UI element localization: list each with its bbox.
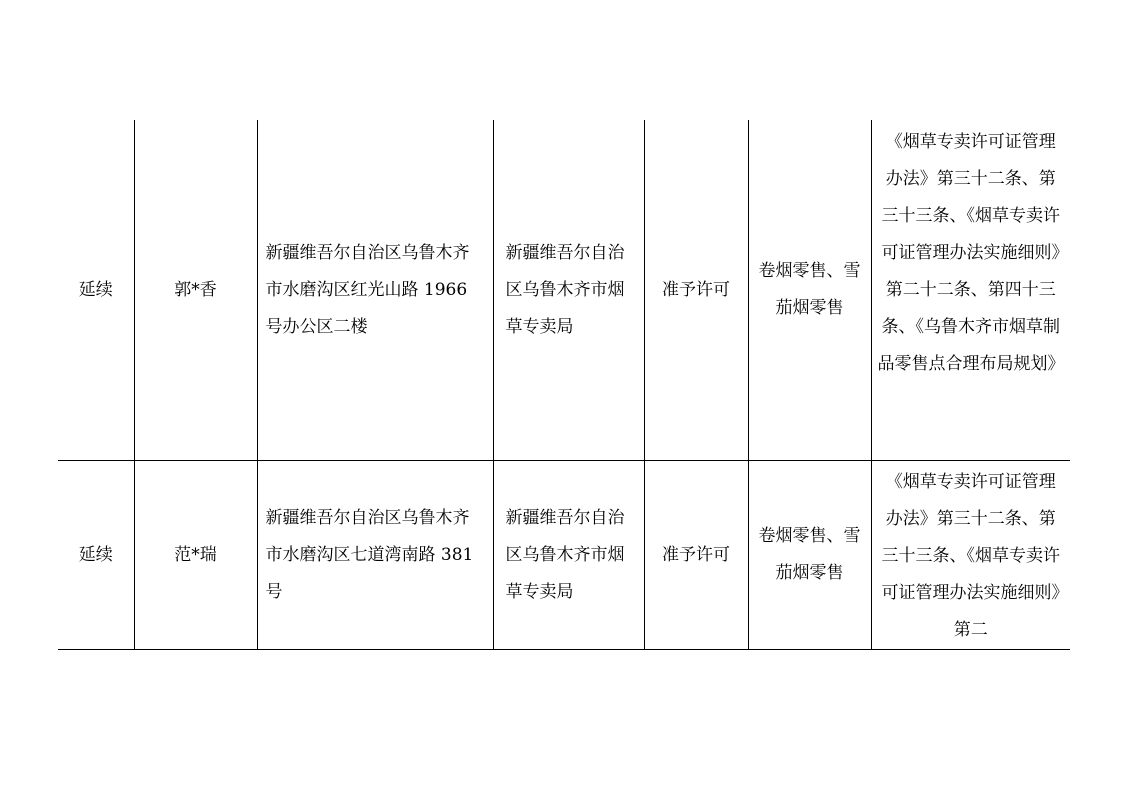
holder-name: 范*瑞: [174, 544, 217, 565]
decision-result: 准予许可: [662, 544, 730, 565]
business-scope: 卷烟零售、雪茄烟零售: [758, 526, 861, 583]
scope-cell: [748, 120, 871, 461]
license-type: 延续: [78, 279, 113, 300]
authority-cell: [493, 461, 644, 650]
issuing-authority: 新疆维吾尔自治区乌鲁木齐市烟草专卖局: [505, 242, 625, 337]
business-scope: 卷烟零售、雪茄烟零售: [758, 261, 861, 318]
license-table: [58, 120, 1070, 650]
legal-basis-cell: [871, 120, 1070, 461]
table-row: [58, 461, 1070, 650]
license-type: 延续: [78, 544, 113, 565]
holder-name: 郭*香: [174, 279, 217, 300]
holder-name-cell: [134, 120, 257, 461]
address-cell: [257, 461, 493, 650]
legal-basis: 《烟草专卖许可证管理办法》第三十二条、第三十三条、《烟草专卖许可证管理办法实施细则》第二: [881, 472, 1060, 640]
decision-cell: [644, 461, 748, 650]
authority-cell: [493, 120, 644, 461]
scope-cell: [748, 461, 871, 650]
legal-basis-cell: [871, 461, 1070, 650]
business-address: 新疆维吾尔自治区乌鲁木齐市水磨沟区七道湾南路 381 号: [265, 507, 474, 602]
license-table-container: [58, 120, 1070, 650]
business-address: 新疆维吾尔自治区乌鲁木齐市水磨沟区红光山路 1966 号办公区二楼: [265, 242, 470, 337]
license-type-cell: [58, 120, 134, 461]
license-type-cell: [58, 461, 134, 650]
holder-name-cell: [134, 461, 257, 650]
legal-basis: 《烟草专卖许可证管理办法》第三十二条、第三十三条、《烟草专卖许可证管理办法实施细则》第二十二条、第四十三条、《乌鲁木齐市烟草制品零售点合理布局规划》: [877, 132, 1065, 374]
decision-result: 准予许可: [662, 279, 730, 300]
table-row: [58, 120, 1070, 461]
address-cell: [257, 120, 493, 461]
decision-cell: [644, 120, 748, 461]
issuing-authority: 新疆维吾尔自治区乌鲁木齐市烟草专卖局: [505, 507, 625, 602]
